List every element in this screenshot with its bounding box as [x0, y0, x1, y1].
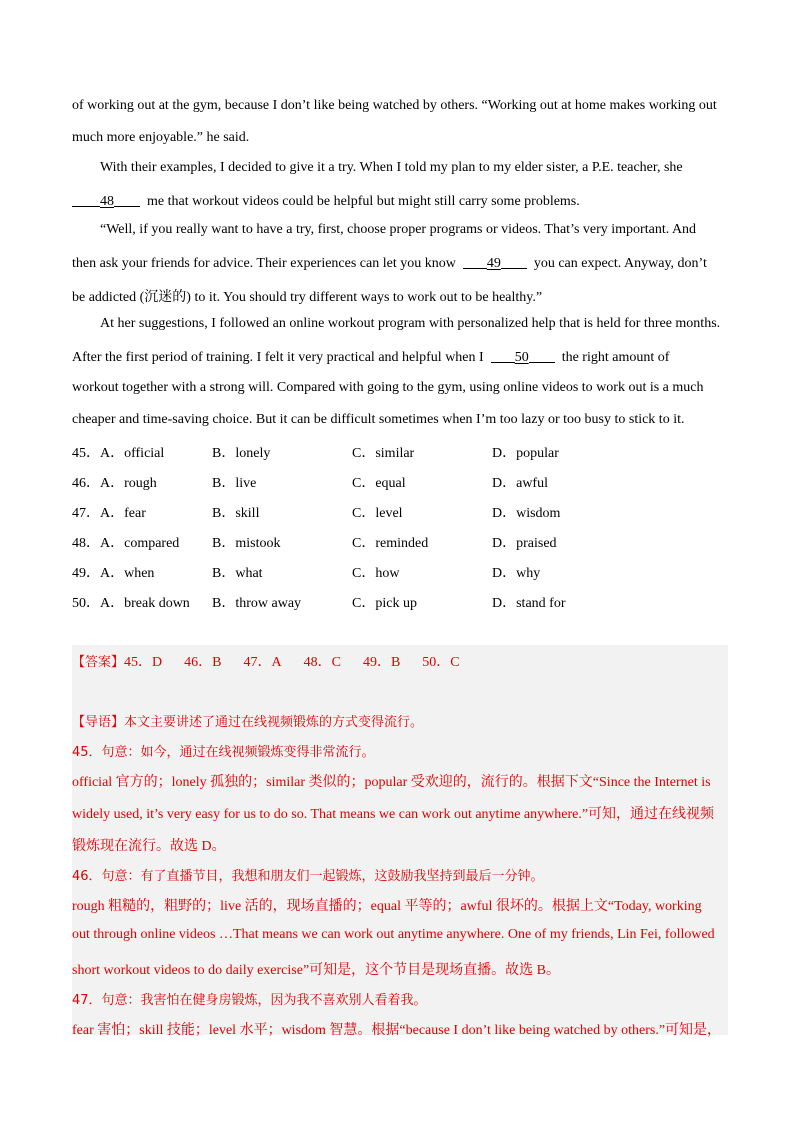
option-d: D．popular — [492, 446, 559, 461]
blank-underline — [463, 254, 487, 269]
answer-line — [72, 651, 460, 671]
explanation-title: 46．句意：有了直播节目，我想和朋友们一起锻炼，这鼓励我坚持到最后一分钟。 — [72, 869, 544, 884]
option-c: C．how — [352, 566, 400, 581]
option-d: D．why — [492, 566, 541, 581]
option-a: 49．A．when — [72, 566, 155, 581]
explanation-text: short workout videos to do daily exercise”可知是，这个节目是现场直播。故选 B。 — [72, 963, 561, 978]
passage-line: With their examples, I decided to give it a try. When I told my plan to my elder sister, a P.E. teacher, she — [100, 160, 683, 175]
passage-text: then ask your friends for advice. Their experiences can let you know — [72, 256, 456, 271]
passage-line: “Well, if you really want to have a try, first, choose proper programs or videos. That’s very important. And — [100, 222, 697, 237]
passage-line: much more enjoyable.” he said. — [72, 130, 250, 145]
option-a: 47．A．fear — [72, 506, 146, 521]
blank-underline — [501, 254, 527, 269]
explanation-text: out through online videos …That means we can work out anytime anywhere. One of my friends, Lin Fei, followed — [72, 927, 715, 942]
passage-text: you can expect. Anyway, don’t — [533, 256, 707, 271]
explanation-text: 锻炼现在流行。故选 D。 — [72, 839, 226, 854]
blank-50: 50 — [514, 350, 529, 365]
option-d: D．awful — [492, 476, 548, 491]
passage-text: me that workout videos could be helpful but might still carry some problems. — [147, 194, 580, 209]
option-b: B．throw away — [212, 596, 302, 611]
option-c: C．similar — [352, 446, 415, 461]
option-c: C．equal — [352, 476, 406, 491]
answer-item: 46．B — [184, 655, 222, 670]
passage-line: At her suggestions, I followed an online workout program with personalized help that is held for three months. — [100, 316, 721, 331]
blank-underline — [72, 192, 100, 207]
option-c: C．pick up — [352, 596, 417, 611]
explanation-text: rough 粗糙的，粗野的；live 活的，现场直播的；equal 平等的；awful 很坏的。根据上文“Today, working — [72, 899, 702, 914]
option-b: B．mistook — [212, 536, 281, 551]
option-a: 45．A．official — [72, 446, 165, 461]
option-b: B．lonely — [212, 446, 271, 461]
passage-line: of working out at the gym, because I don’t like being watched by others. “Working out at home makes working out — [72, 98, 717, 113]
option-a: 48．A．compared — [72, 536, 180, 551]
passage-text: After the first period of training. I felt it very practical and helpful when I — [72, 350, 484, 365]
answer-item: 50．C — [422, 655, 460, 670]
passage-line — [72, 254, 707, 272]
blank-underline — [491, 348, 515, 363]
option-b: B．what — [212, 566, 263, 581]
answer-item: 47．A — [243, 655, 282, 670]
answer-label: 【答案】 — [72, 655, 125, 670]
explanation-text: fear 害怕；skill 技能；level 水平；wisdom 智慧。根据“because I don’t like being watched by others.”可知是， — [72, 1023, 722, 1038]
explanation-title: 47．句意：我害怕在健身房锻炼，因为我不喜欢别人看着我。 — [72, 993, 427, 1008]
option-b: B．skill — [212, 506, 260, 521]
answer-item: 45．D — [124, 655, 163, 670]
passage-line: cheaper and time-saving choice. But it can be difficult sometimes when I’m too lazy or too busy to stick to it. — [72, 412, 685, 427]
explanation-title: 45．句意：如今，通过在线视频锻炼变得非常流行。 — [72, 745, 375, 760]
option-d: D．praised — [492, 536, 557, 551]
option-c: C．level — [352, 506, 403, 521]
passage-text: the right amount of — [561, 350, 670, 365]
guide-text: 【导语】本文主要讲述了通过在线视频锻炼的方式变得流行。 — [72, 715, 424, 730]
option-d: D．wisdom — [492, 506, 561, 521]
option-a: 46．A．rough — [72, 476, 157, 491]
option-d: D．stand for — [492, 596, 566, 611]
explanation-text: widely used, it’s very easy for us to do so. That means we can work out anytime anywhere.”可知，通过在线视频 — [72, 807, 715, 822]
blank-underline — [529, 348, 555, 363]
option-c: C．reminded — [352, 536, 429, 551]
option-a: 50．A．break down — [72, 596, 190, 611]
blank-48: 48 — [100, 194, 114, 209]
passage-line — [72, 192, 580, 210]
answer-item: 48．C — [303, 655, 341, 670]
explanation-text: official 官方的；lonely 孤独的；similar 类似的；popular 受欢迎的，流行的。根据下文“Since the Internet is — [72, 775, 711, 790]
passage-line: be addicted (沉迷的) to it. You should try different ways to work out to be healthy.” — [72, 290, 543, 305]
passage-line — [72, 348, 669, 366]
option-b: B．live — [212, 476, 257, 491]
answer-item: 49．B — [362, 655, 401, 670]
passage-line: workout together with a strong will. Compared with going to the gym, using online videos to work out is a much — [72, 380, 704, 395]
blank-underline — [114, 192, 140, 207]
blank-49: 49 — [486, 256, 501, 271]
